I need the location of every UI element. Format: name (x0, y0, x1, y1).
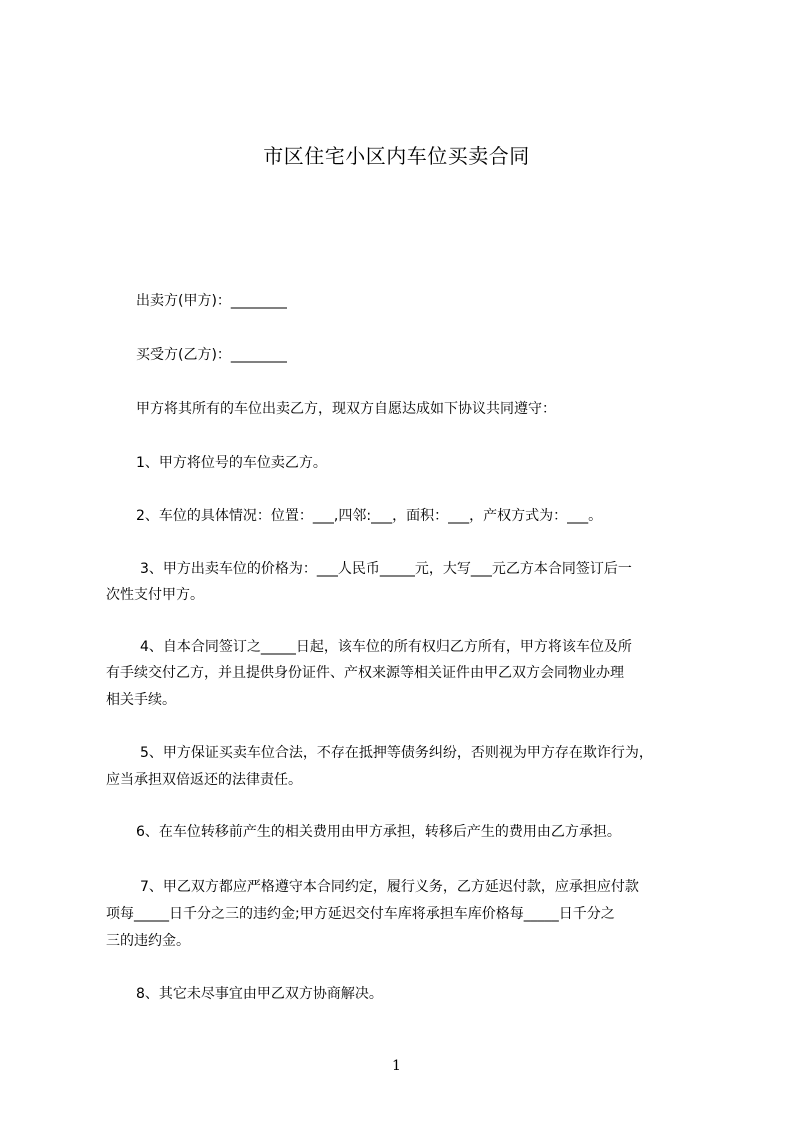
clause-5-line-2: 应当承担双倍返还的法律责任。 (106, 772, 302, 788)
clause-4-line-3: 相关手续。 (106, 692, 176, 708)
clause-7-line-2: 项每_____日千分之三的违约金;甲方延迟交付车库将承担车库价格每_____日千分之 (106, 906, 615, 922)
clause-8: 8、其它未尽事宜由甲乙双方协商解决。 (136, 986, 383, 1002)
clause-3-line-2: 次性支付甲方。 (106, 587, 204, 603)
seller-line: 出卖方(甲方)：________ (136, 293, 287, 309)
clause-3-line-1: 3、甲方出卖车位的价格为：___人民币_____元，大写___元乙方本合同签订后一 (140, 561, 632, 577)
page-number: 1 (392, 1058, 401, 1074)
clause-5-line-1: 5、甲方保证买卖车位合法，不存在抵押等债务纠纷，否则视为甲方存在欺诈行为， (140, 745, 653, 761)
clause-6: 6、在车位转移前产生的相关费用由甲方承担，转移后产生的费用由乙方承担。 (136, 824, 621, 840)
buyer-line: 买受方(乙方)：________ (136, 347, 287, 363)
clause-2: 2、车位的具体情况：位置：___,四邻:___，面积：___，产权方式为：___。 (136, 508, 603, 524)
clause-4-line-1: 4、自本合同签订之_____日起，该车位的所有权归乙方所有，甲方将该车位及所 (140, 639, 632, 655)
document-title: 市区住宅小区内车位买卖合同 (263, 144, 530, 168)
intro-paragraph: 甲方将其所有的车位出卖乙方，现双方自愿达成如下协议共同遵守： (136, 401, 556, 417)
clause-4-line-2: 有手续交付乙方，并且提供身份证件、产权来源等相关证件由甲乙双方会同物业办理 (106, 665, 624, 681)
clause-7-line-3: 三的违约金。 (106, 933, 190, 949)
clause-7-line-1: 7、甲乙双方都应严格遵守本合同约定，履行义务，乙方延迟付款，应承担应付款 (140, 879, 639, 895)
clause-1: 1、甲方将位号的车位卖乙方。 (136, 455, 327, 471)
